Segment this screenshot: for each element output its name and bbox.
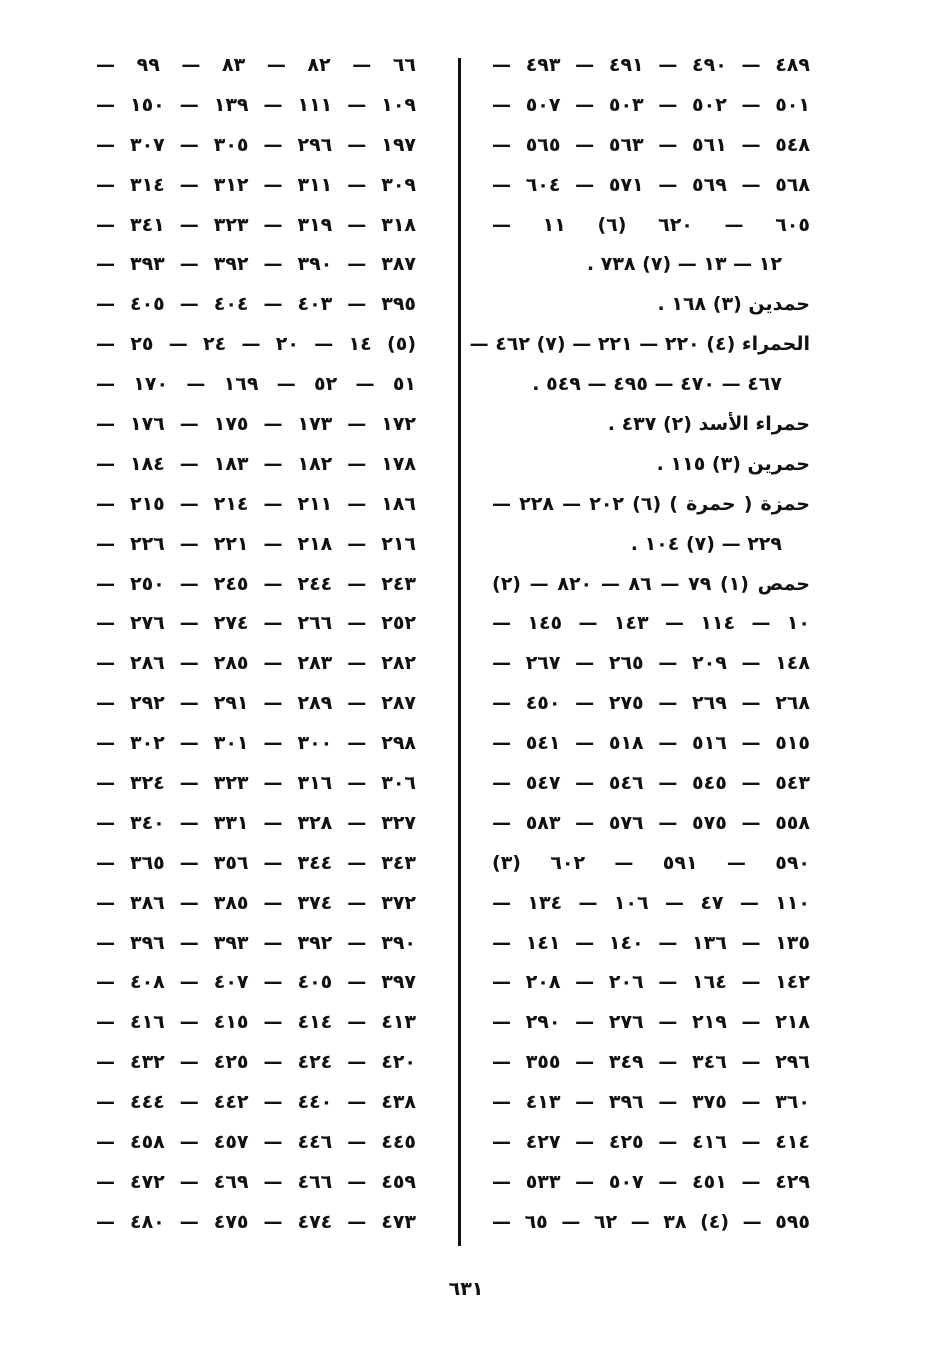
index-line: ٢١٦ — ٢١٨ — ٢٢١ — ٢٢٦ — [96, 532, 417, 555]
index-line: ٤١٤ — ٤١٦ — ٤٢٥ — ٤٢٧ — [492, 1131, 810, 1154]
index-line: ٢٩٦ — ٣٤٦ — ٣٤٩ — ٣٥٥ — [492, 1051, 810, 1074]
index-line: (٥) ١٤ — ٢٠ — ٢٤ — ٢٥ — [96, 333, 416, 356]
index-line: ٥٩٥ — (٤) ٣٨ — ٦٢ — ٦٥ — [492, 1210, 810, 1233]
index-line: ٦٠٥ — ٦٢٠ (٦) ١١ — [492, 213, 810, 236]
index-line: ١٧٨ — ١٨٢ — ١٨٣ — ١٨٤ — [96, 452, 417, 475]
index-line: ٣٢٧ — ٣٢٨ — ٣٣١ — ٣٤٠ — [96, 811, 417, 834]
index-line: ٥٤٨ — ٥٦١ — ٥٦٣ — ٥٦٥ — [492, 133, 810, 156]
index-line: ٣٤٣ — ٣٤٤ — ٣٥٦ — ٣٦٥ — [96, 851, 417, 874]
index-line: ٢٢٩ — (٧) ١٠٤ . [630, 532, 782, 555]
index-line: ١٩٧ — ٢٩٦ — ٣٠٥ — ٣٠٧ — [96, 133, 417, 156]
index-line: ٤١٣ — ٤١٤ — ٤١٥ — ٤١٦ — [96, 1011, 417, 1034]
index-line: ٥٠١ — ٥٠٢ — ٥٠٣ — ٥٠٧ — [492, 93, 810, 116]
index-line: ٢٩٨ — ٣٠٠ — ٣٠١ — ٣٠٢ — [96, 732, 417, 755]
index-line: حمرين (٣) ١١٥ . [656, 452, 810, 475]
index-line: ٦٦ — ٨٢ — ٨٣ — ٩٩ — [96, 54, 417, 76]
index-line: ٤٢٩ — ٤٥١ — ٥٠٧ — ٥٣٣ — [492, 1170, 810, 1193]
index-line: ٤٦٧ — ٤٧٠ — ٤٩٥ — ٥٤٩ . [532, 373, 782, 396]
index-line: ٤٣٨ — ٤٤٠ — ٤٤٢ — ٤٤٤ — [96, 1091, 417, 1114]
index-line: ٥٤٣ — ٥٤٥ — ٥٤٦ — ٥٤٧ — [492, 772, 810, 795]
index-line: ١٤٢ — ١٦٤ — ٢٠٦ — ٢٠٨ — [492, 971, 810, 994]
index-line: حمراء الأسد (٢) ٤٣٧ . [607, 413, 810, 436]
index-line: حمزة ( حمرة ) (٦) ٢٠٢ — ٢٢٨ — [492, 492, 810, 515]
index-line: ٣٧٢ — ٣٧٤ — ٣٨٥ — ٣٨٦ — [96, 891, 417, 914]
index-line: ١١٠ — ٤٧ — ١٠٦ — ١٣٤ — [492, 891, 810, 914]
index-line: ١٢ — ١٣ — (٧) ٧٣٨ . [586, 253, 782, 276]
index-line: ١٠ — ١١٤ — ١٤٣ — ١٤٥ — [492, 612, 810, 635]
index-line: ٥١ — ٥٢ — ١٦٩ — ١٧٠ — [96, 373, 417, 396]
index-line: ٥٩٠ — ٥٩١ — ٦٠٢ (٣) [492, 851, 811, 874]
index-line: حمدين (٣) ١٦٨ . [657, 293, 810, 316]
column-divider [458, 58, 461, 1246]
index-line: ٣٨٧ — ٣٩٠ — ٣٩٢ — ٣٩٣ — [96, 253, 417, 276]
index-line: ٥٦٨ — ٥٦٩ — ٥٧١ — ٦٠٤ — [492, 173, 810, 196]
index-line: ٥١٥ — ٥١٦ — ٥١٨ — ٥٤١ — [492, 732, 810, 755]
index-line: ٣٠٩ — ٣١١ — ٣١٢ — ٣١٤ — [96, 173, 417, 196]
index-line: ٢٨٧ — ٢٨٩ — ٢٩١ — ٢٩٢ — [96, 692, 417, 715]
index-line: ١٤٨ — ٢٠٩ — ٢٦٥ — ٢٦٧ — [492, 652, 810, 675]
index-line: ٣٩٠ — ٣٩٢ — ٣٩٣ — ٣٩٦ — [96, 931, 417, 954]
index-line: ٣١٨ — ٣١٩ — ٣٢٣ — ٣٤١ — [96, 213, 417, 236]
index-line: حمص (١) ٧٩ — ٨٦ — ٨٢٠ — (٢) [492, 572, 810, 595]
index-line: ٥٥٨ — ٥٧٥ — ٥٧٦ — ٥٨٣ — [492, 811, 810, 834]
index-line: ١٨٦ — ٢١١ — ٢١٤ — ٢١٥ — [96, 492, 417, 515]
index-line: ٤٢٠ — ٤٢٤ — ٤٢٥ — ٤٣٢ — [96, 1051, 417, 1074]
index-line: ٢٤٣ — ٢٤٤ — ٢٤٥ — ٢٥٠ — [96, 572, 417, 595]
index-line: ٣٩٥ — ٤٠٣ — ٤٠٤ — ٤٠٥ — [96, 293, 417, 316]
index-line: ٢١٨ — ٢١٩ — ٢٧٦ — ٢٩٠ — [492, 1011, 810, 1034]
index-line: ٤٤٥ — ٤٤٦ — ٤٥٧ — ٤٥٨ — [96, 1131, 417, 1154]
index-line: ١٧٢ — ١٧٣ — ١٧٥ — ١٧٦ — [96, 413, 417, 436]
index-line: ٤٧٣ — ٤٧٤ — ٤٧٥ — ٤٨٠ — [96, 1210, 417, 1233]
index-column-left [96, 46, 416, 1243]
index-line: ٣٦٠ — ٣٧٥ — ٣٩٦ — ٤١٣ — [492, 1091, 810, 1114]
index-column-right [469, 46, 811, 1243]
index-line: ٢٦٨ — ٢٦٩ — ٢٧٥ — ٤٥٠ — [492, 692, 810, 715]
index-line: ٣٠٦ — ٣١٦ — ٣٢٣ — ٣٢٤ — [96, 772, 417, 795]
index-line: ١٠٩ — ١١١ — ١٣٩ — ١٥٠ — [96, 93, 417, 116]
index-line: ٣٩٧ — ٤٠٥ — ٤٠٧ — ٤٠٨ — [96, 971, 417, 994]
index-line: ٢٨٢ — ٢٨٣ — ٢٨٥ — ٢٨٦ — [96, 652, 417, 675]
index-line: الحمراء (٤) ٢٢٠ — ٢٢١ — (٧) ٤٦٢ — [469, 333, 810, 356]
page-number: ٦٣١ [448, 1278, 484, 1300]
index-line: ٢٥٢ — ٢٦٦ — ٢٧٤ — ٢٧٦ — [96, 612, 417, 635]
index-line: ٤٨٩ — ٤٩٠ — ٤٩١ — ٤٩٣ — [492, 54, 810, 76]
index-line: ٤٥٩ — ٤٦٦ — ٤٦٩ — ٤٧٢ — [96, 1170, 417, 1193]
index-line: ١٣٥ — ١٣٦ — ١٤٠ — ١٤١ — [492, 931, 810, 954]
